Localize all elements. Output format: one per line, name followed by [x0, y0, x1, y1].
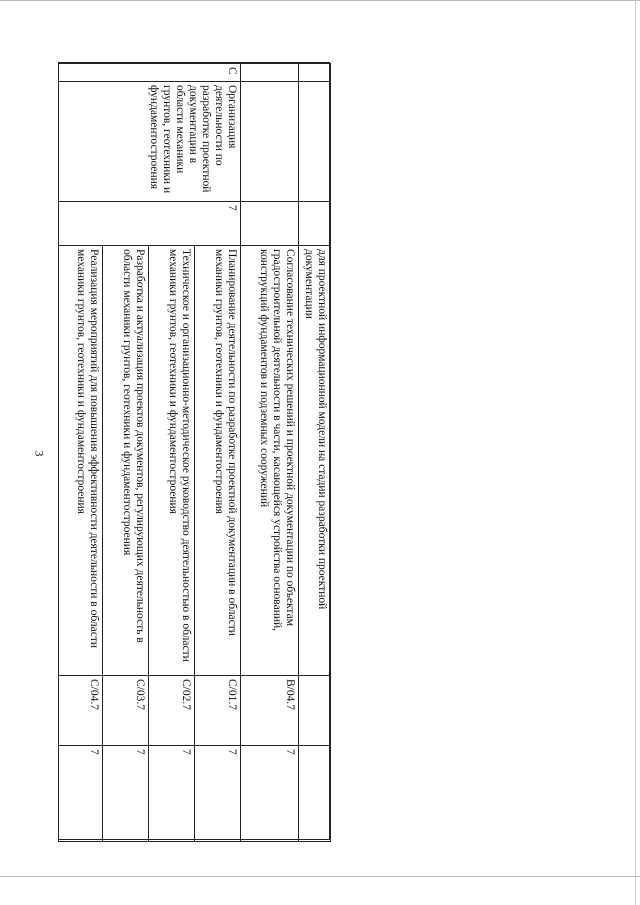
cell-name	[241, 82, 299, 202]
table-row	[195, 64, 241, 842]
cell-code: C/03.7	[103, 676, 149, 746]
cell-sublevel: 7	[241, 746, 299, 842]
functions-table	[58, 63, 331, 842]
cell-level: 7	[59, 202, 241, 246]
cell-letter: C	[59, 64, 241, 82]
cell-function: для проектной информационной модели на стадии разработки проектной документации	[299, 246, 331, 676]
page-number: 3	[32, 450, 47, 457]
cell-name	[299, 82, 331, 202]
functions-table-frame	[58, 62, 330, 840]
cell-function: Техническое и организационно-методическое руководство деятельностью в области механики грунтов, геотехники и фундаментостроения	[149, 246, 195, 676]
scan-right-edge	[635, 0, 636, 905]
cell-function: Согласование технических решений и проектной документации по объектам градостроительной деятельности в части, касающейся устройства оснований, конструкций фундаментов и подземных сооружений	[241, 246, 299, 676]
cell-code	[299, 676, 331, 746]
cell-function: Планирование деятельности по разработке проектной документации в области механики грунтов, геотехники и фундаментостроения	[195, 246, 241, 676]
table-row	[241, 64, 299, 842]
cell-level	[241, 202, 299, 246]
cell-sublevel: 7	[195, 746, 241, 842]
cell-sublevel: 7	[149, 746, 195, 842]
cell-code: B/04.7	[241, 676, 299, 746]
cell-letter	[299, 64, 331, 82]
cell-code: C/02.7	[149, 676, 195, 746]
scan-bottom-edge	[0, 876, 640, 877]
cell-letter	[241, 64, 299, 82]
cell-function: Реализация мероприятий для повышения эффективности деятельности в области механики грунтов, геотехники и фундаментостроения	[59, 246, 103, 676]
cell-function: Разработка и актуализация проектов документов, регулирующих деятельность в области механики грунтов, геотехники и фундаментостроения	[103, 246, 149, 676]
cell-code: C/04.7	[59, 676, 103, 746]
cell-level	[299, 202, 331, 246]
scan-top-edge	[0, 0, 640, 1]
table-row	[299, 64, 331, 842]
cell-code: C/01.7	[195, 676, 241, 746]
cell-sublevel: 7	[103, 746, 149, 842]
cell-name: Организация деятельности по разработке проектной документации в области механики грунтов, геотехники и фундаментостроения	[59, 82, 241, 202]
cell-sublevel	[299, 746, 331, 842]
cell-sublevel: 7	[59, 746, 103, 842]
rotated-table-container	[58, 63, 331, 842]
